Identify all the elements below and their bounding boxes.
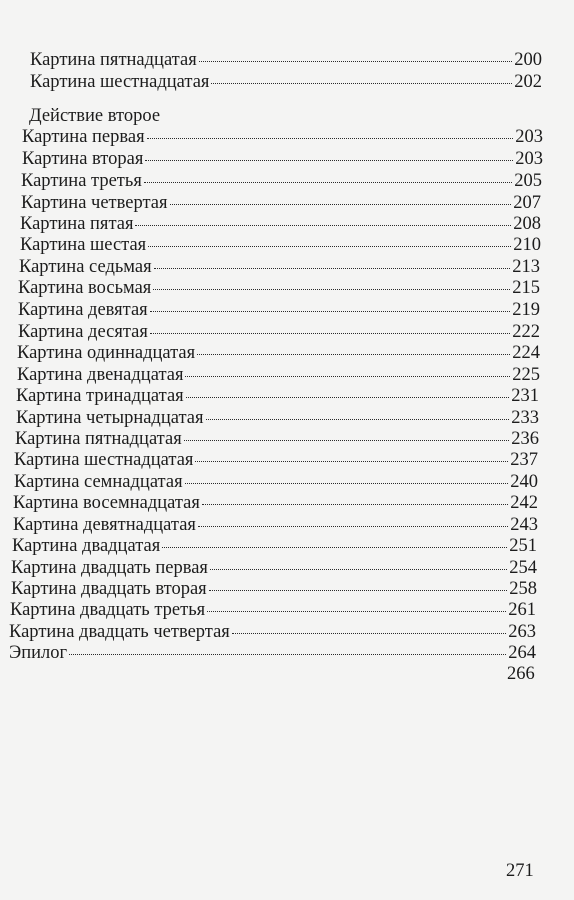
toc-entry-page: 233 bbox=[511, 408, 539, 428]
toc-entry-title: Картина двадцать вторая bbox=[11, 579, 207, 599]
toc-entry bbox=[16, 385, 539, 407]
toc-entry-title: Картина седьмая bbox=[19, 257, 152, 277]
toc-entry bbox=[30, 71, 542, 93]
dot-leader bbox=[69, 654, 506, 655]
toc-entry bbox=[14, 449, 538, 471]
dot-leader bbox=[197, 354, 510, 355]
toc-entry-page: 264 bbox=[508, 643, 536, 663]
section-heading: Действие второе bbox=[29, 106, 161, 126]
toc-entry bbox=[18, 277, 540, 299]
toc-entry-page: 208 bbox=[513, 214, 541, 234]
dot-leader bbox=[206, 419, 510, 420]
dot-leader bbox=[162, 547, 507, 548]
toc-entry bbox=[22, 148, 543, 170]
toc-entry-page: 225 bbox=[512, 365, 540, 385]
toc-entry-title: Эпилог bbox=[9, 643, 68, 663]
toc-entry-title: Картина девятая bbox=[18, 300, 148, 320]
dot-leader bbox=[207, 611, 506, 612]
toc-entry bbox=[17, 342, 540, 364]
dot-leader bbox=[185, 376, 510, 377]
page-number: 271 bbox=[506, 861, 534, 881]
dot-leader bbox=[150, 333, 510, 334]
toc-entry-title: Картина пятнадцатая bbox=[30, 50, 197, 70]
dot-leader bbox=[150, 311, 511, 312]
toc-entry bbox=[9, 621, 536, 643]
trailing-page-number: 266 bbox=[507, 664, 535, 684]
toc-entry-page: 243 bbox=[510, 515, 538, 535]
toc-entry-title: Картина пятнадцатая bbox=[15, 429, 182, 449]
toc-entry-title: Картина восьмая bbox=[18, 278, 152, 298]
toc-entry-title: Картина двадцать третья bbox=[10, 600, 206, 620]
toc-entry-page: 210 bbox=[513, 235, 541, 255]
toc-entry bbox=[20, 234, 541, 256]
dot-leader bbox=[145, 160, 513, 161]
toc-entry-page: 200 bbox=[514, 50, 542, 70]
dot-leader bbox=[144, 182, 512, 183]
toc-entry-page: 236 bbox=[511, 429, 539, 449]
toc-entry bbox=[12, 535, 537, 557]
toc-entry-page: 263 bbox=[508, 622, 536, 642]
toc-entry bbox=[9, 642, 536, 664]
toc-entry bbox=[15, 428, 539, 450]
toc-entry-page: 205 bbox=[514, 171, 542, 191]
toc-entry-title: Картина четырнадцатая bbox=[16, 408, 204, 428]
toc-entry-title: Картина одиннадцатая bbox=[17, 343, 196, 363]
toc-entry-page: 258 bbox=[509, 579, 537, 599]
toc-entry bbox=[10, 599, 536, 621]
dot-leader bbox=[153, 289, 510, 290]
dot-leader bbox=[147, 138, 514, 139]
toc-entry bbox=[13, 492, 538, 514]
toc-entry bbox=[19, 256, 540, 278]
toc-entry-page: 207 bbox=[513, 193, 541, 213]
toc-entry-title: Картина двадцать четвертая bbox=[9, 622, 230, 642]
dot-leader bbox=[211, 83, 512, 84]
toc-entry bbox=[14, 471, 538, 493]
dot-leader bbox=[195, 461, 508, 462]
toc-entry bbox=[21, 170, 542, 192]
toc-entry-page: 254 bbox=[509, 558, 537, 578]
dot-leader bbox=[210, 569, 507, 570]
toc-entry bbox=[18, 299, 540, 321]
toc-entry bbox=[16, 407, 539, 429]
toc-entry-title: Картина десятая bbox=[18, 322, 148, 342]
toc-entry-title: Картина тринадцатая bbox=[16, 386, 184, 406]
toc-entry-title: Картина шестнадцатая bbox=[14, 450, 194, 470]
toc-entry-page: 215 bbox=[512, 278, 540, 298]
toc-entry-page: 237 bbox=[510, 450, 538, 470]
dot-leader bbox=[199, 61, 513, 62]
toc-entry bbox=[30, 49, 542, 71]
toc-entry-page: 202 bbox=[514, 72, 542, 92]
toc-entry bbox=[18, 321, 540, 343]
toc-entry-title: Картина шестнадцатая bbox=[30, 72, 210, 92]
dot-leader bbox=[198, 526, 508, 527]
dot-leader bbox=[185, 483, 509, 484]
dot-leader bbox=[184, 440, 510, 441]
toc-entry bbox=[20, 213, 541, 235]
toc-entry-page: 203 bbox=[515, 127, 543, 147]
toc-entry-title: Картина первая bbox=[22, 127, 145, 147]
toc-entry-title: Картина пятая bbox=[20, 214, 134, 234]
toc-entry-title: Картина семнадцатая bbox=[14, 472, 183, 492]
toc-entry bbox=[17, 364, 540, 386]
toc-entry-page: 240 bbox=[510, 472, 538, 492]
toc-entry-title: Картина восемнадцатая bbox=[13, 493, 200, 513]
toc-entry-page: 224 bbox=[512, 343, 540, 363]
toc-entry-title: Картина двадцатая bbox=[12, 536, 161, 556]
toc-entry-page: 222 bbox=[512, 322, 540, 342]
toc-entry-page: 213 bbox=[512, 257, 540, 277]
toc-entry-title: Картина девятнадцатая bbox=[13, 515, 196, 535]
dot-leader bbox=[232, 633, 506, 634]
dot-leader bbox=[170, 204, 512, 205]
dot-leader bbox=[154, 268, 511, 269]
dot-leader bbox=[202, 504, 508, 505]
toc-entry-page: 219 bbox=[512, 300, 540, 320]
dot-leader bbox=[135, 225, 511, 226]
toc-entry bbox=[22, 126, 543, 148]
toc-entry-page: 242 bbox=[510, 493, 538, 513]
toc-entry-page: 203 bbox=[515, 149, 543, 169]
toc-entry-page: 261 bbox=[508, 600, 536, 620]
toc-entry-page: 231 bbox=[511, 386, 539, 406]
toc-entry bbox=[11, 557, 537, 579]
toc-entry bbox=[11, 578, 537, 600]
toc-entry-title: Картина шестая bbox=[20, 235, 147, 255]
toc-entry bbox=[13, 514, 538, 536]
toc-entry-page: 251 bbox=[509, 536, 537, 556]
toc-entry-title: Картина вторая bbox=[22, 149, 144, 169]
toc-entry-title: Картина третья bbox=[21, 171, 142, 191]
toc-entry bbox=[21, 192, 541, 214]
dot-leader bbox=[209, 590, 508, 591]
dot-leader bbox=[148, 246, 511, 247]
toc-entry-title: Картина двадцать первая bbox=[11, 558, 208, 578]
toc-entry-title: Картина четвертая bbox=[21, 193, 168, 213]
dot-leader bbox=[186, 397, 510, 398]
toc-entry-title: Картина двенадцатая bbox=[17, 365, 184, 385]
